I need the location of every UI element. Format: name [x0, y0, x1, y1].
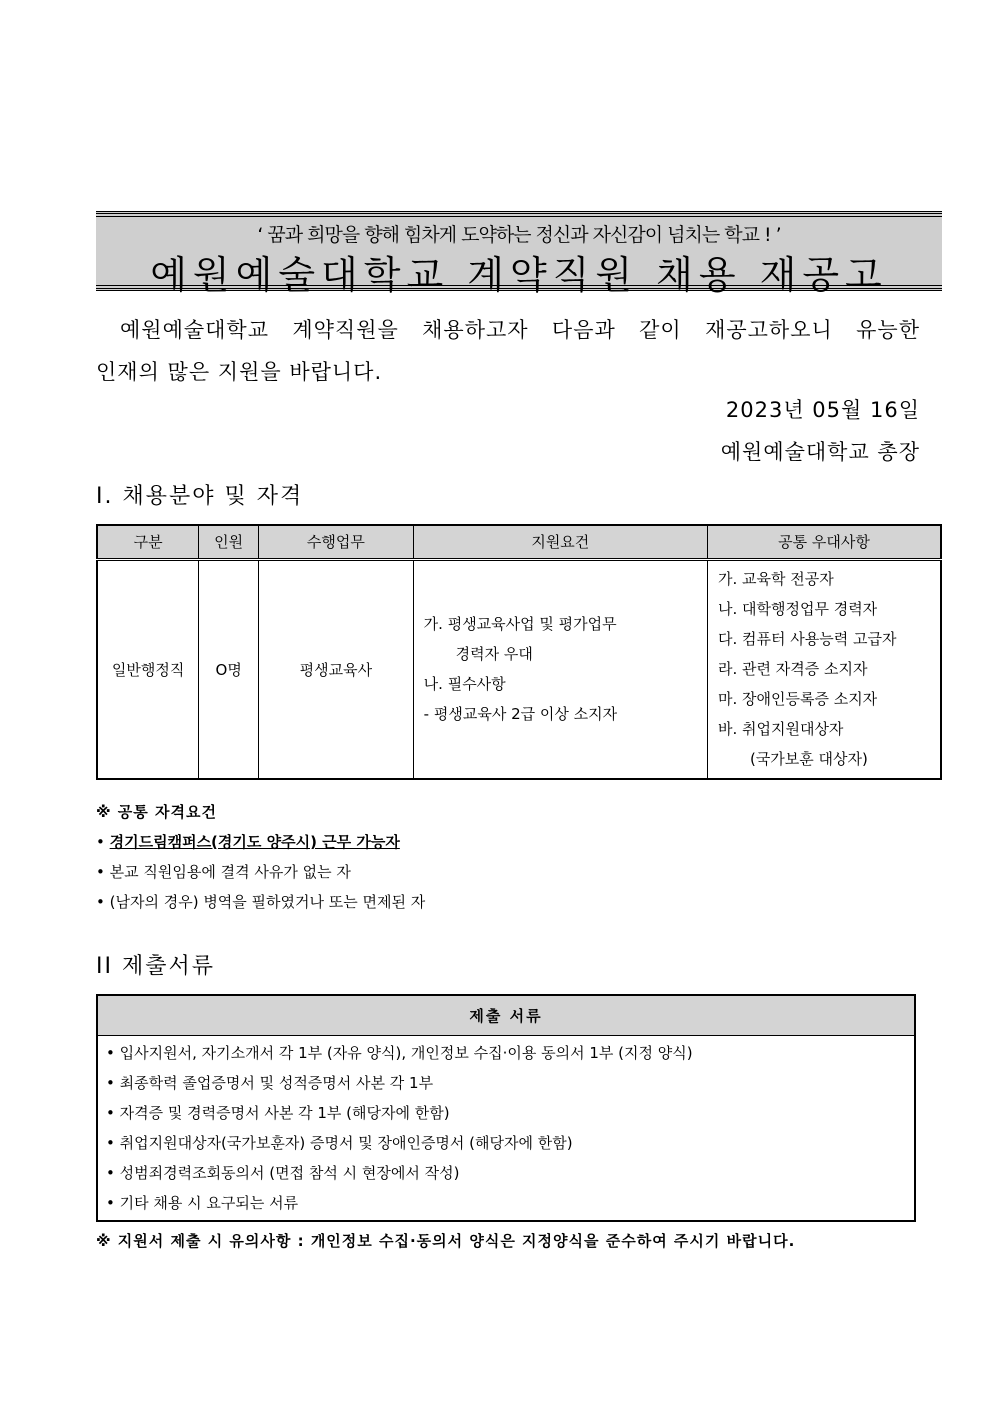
list-item: • (남자의 경우) 병역을 필하였거나 또는 면제된 자 [96, 893, 426, 911]
list-item: • 입사지원서, 자기소개서 각 1부 (자유 양식), 개인정보 수집·이용 동의서 1부 (지정 양식) [106, 1043, 693, 1062]
announcement-date: 2023년 05월 16일 [725, 398, 920, 422]
header-preferences: 공통 우대사항 [707, 525, 941, 559]
document-item: 기타 채용 시 요구되는 서류 [119, 1193, 299, 1212]
list-item: • 최종학력 졸업증명서 및 성적증명서 사본 각 1부 [106, 1073, 434, 1092]
cell-category: 일반행정직 [97, 559, 199, 779]
cell-requirements [413, 559, 707, 779]
preference-item: (국가보훈 대상자) [749, 750, 868, 769]
intro-line-1: 예원예술대학교 계약직원을 채용하고자 다음과 같이 재공고하오니 유능한 [120, 318, 920, 342]
document-item: 자격증 및 경력증명서 사본 각 1부 (해당자에 한함) [119, 1103, 450, 1122]
list-item: • 본교 직원임용에 결격 사유가 없는 자 [96, 863, 351, 881]
header-requirements: 지원요건 [413, 525, 707, 559]
requirement-item: 가. 평생교육사업 및 평가업무 [423, 615, 617, 634]
note-text: 경기드림캠퍼스(경기도 양주시) 근무 가능자 [109, 833, 400, 851]
requirement-item: - 평생교육사 2급 이상 소지자 [423, 705, 618, 724]
requirement-item: 나. 필수사항 [423, 675, 506, 694]
signer: 예원예술대학교 총장 [720, 440, 920, 464]
list-item: • 자격증 및 경력증명서 사본 각 1부 (해당자에 한함) [106, 1103, 450, 1122]
footer-note: ※ 지원서 제출 시 유의사항 : 개인정보 수집·동의서 양식은 지정양식을 준수하여 주시기 바랍니다. [96, 1232, 796, 1250]
table-row [97, 559, 941, 779]
document-item: 성범죄경력조회동의서 (면접 참석 시 현장에서 작성) [119, 1163, 460, 1182]
documents-table [96, 994, 916, 1222]
preference-item: 마. 장애인등록증 소지자 [717, 690, 878, 709]
document-item: 입사지원서, 자기소개서 각 1부 (자유 양식), 개인정보 수집·이용 동의서 1부 (지정 양식) [119, 1043, 693, 1062]
list-item: • 성범죄경력조회동의서 (면접 참석 시 현장에서 작성) [106, 1163, 460, 1182]
preference-item: 나. 대학행정업무 경력자 [717, 600, 878, 619]
intro-line-2: 인재의 많은 지원을 바랍니다. [96, 360, 383, 384]
section-2-heading: II 제출서류 [96, 954, 215, 979]
header-count: 인원 [199, 525, 259, 559]
header-category: 구분 [97, 525, 199, 559]
list-item: • 기타 채용 시 요구되는 서류 [106, 1193, 299, 1212]
note-text: (남자의 경우) 병역을 필하였거나 또는 면제된 자 [109, 893, 426, 911]
preference-item: 가. 교육학 전공자 [717, 570, 834, 589]
preference-item: 라. 관련 자격증 소지자 [717, 660, 868, 679]
requirement-item: 경력자 우대 [455, 645, 533, 664]
note-text: 본교 직원임용에 결격 사유가 없는 자 [109, 863, 351, 881]
title-banner [96, 211, 942, 297]
list-item: • 경기드림캠퍼스(경기도 양주시) 근무 가능자 [96, 833, 400, 851]
document-item: 최종학력 졸업증명서 및 성적증명서 사본 각 1부 [119, 1073, 434, 1092]
preference-item: 다. 컴퓨터 사용능력 고급자 [717, 630, 897, 649]
table-header-row [97, 525, 941, 559]
notes-title: ※ 공통 자격요건 [96, 803, 217, 821]
intro-paragraph [96, 309, 920, 393]
documents-header: 제출 서류 [97, 995, 915, 1035]
list-item: • 취업지원대상자(국가보훈자) 증명서 및 장애인증명서 (해당자에 한함) [106, 1133, 573, 1152]
cell-preferences [707, 559, 941, 779]
slogan: ‘ 꿈과 희망을 향해 힘차게 도약하는 정신과 자신감이 넘치는 학교 ! ’ [257, 224, 781, 246]
common-requirements [96, 797, 425, 917]
section-1-heading: Ⅰ. 채용분야 및 자격 [96, 484, 304, 509]
page-title: 예원예술대학교 계약직원 채용 재공고 [150, 253, 888, 297]
cell-count: O명 [199, 559, 259, 779]
documents-list [97, 1035, 915, 1221]
preference-item: 바. 취업지원대상자 [717, 720, 844, 739]
cell-duty: 평생교육사 [259, 559, 414, 779]
document-item: 취업지원대상자(국가보훈자) 증명서 및 장애인증명서 (해당자에 한함) [119, 1133, 573, 1152]
header-duty: 수행업무 [259, 525, 414, 559]
recruitment-table [96, 524, 942, 780]
